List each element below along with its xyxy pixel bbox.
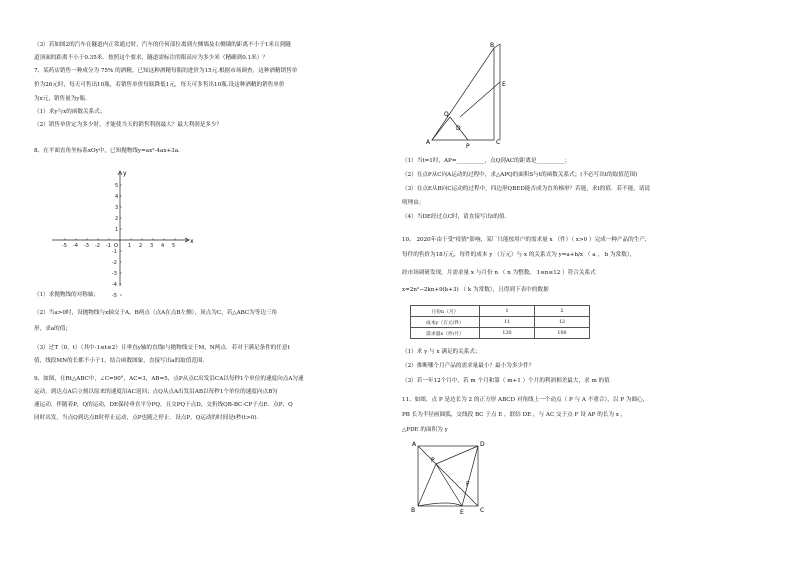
point-c-label: C <box>480 507 485 514</box>
table-cell: 11 <box>480 317 535 328</box>
text-line: 明理由； <box>402 200 425 206</box>
x-tick-label: 1 <box>128 243 132 249</box>
x-tick-label: -2 <box>95 243 100 249</box>
point-f-label: F <box>466 481 470 488</box>
text-line: （3）若如图2的汽车在隧道内正常通过时，汽车的任何部位离到左侧墙及右侧墙的距离不小于1米且到隧 <box>34 42 291 48</box>
point-d-label: D <box>456 125 461 132</box>
y-axis-label: y <box>123 170 127 177</box>
x-tick-label: -4 <box>73 243 78 249</box>
y-tick-label: -2 <box>112 260 117 266</box>
text-line: 每件的售价为18万元，每件的成本 y （万元）与 x 的关系式为 y=a+b/x （ a ， b 为常数）， <box>402 252 636 258</box>
x-tick-label: 2 <box>139 243 143 249</box>
y-tick-label: -4 <box>112 282 117 288</box>
text-line: △PDE 的面积为 y <box>402 427 448 433</box>
point-p-label: P <box>466 143 470 150</box>
table-cell: 月份n（月） <box>411 306 480 317</box>
point-c-label: C <box>496 139 501 146</box>
text-line: （1）求y与x的函数关系式； <box>34 109 106 115</box>
y-tick-label: 4 <box>115 194 119 200</box>
table-row <box>411 317 590 328</box>
table-cell: 2 <box>535 306 590 317</box>
x-tick-label: -3 <box>84 243 89 249</box>
text-line: （4）当DE经过点C时，请直接写出t的值． <box>402 214 511 220</box>
text-line: 同时出发，当点Q到达点B时停止运动，点P也随之停止．设点P，Q运动的时间是t秒(t>0). <box>34 415 259 421</box>
point-p-label: P <box>431 457 435 464</box>
point-a-label: A <box>426 139 431 146</box>
triangle-abc <box>432 48 494 140</box>
text-line: 为x元，销售量为y瓶. <box>34 96 87 102</box>
text-line: （1）求抛物线的对称轴； <box>34 292 100 298</box>
y-tick-label: 3 <box>115 205 119 211</box>
text-line: 11、如图，点 P 是边长为 2 的正方形 ABCD 对角线上一个动点（ P 与 A 不重合），以 P 为圆心， <box>402 397 649 403</box>
text-line: （3）若一年12个月中，若 m 个月和第（ m+1 ）个月的利润相差最大，求 m 的值 <box>402 378 610 384</box>
x-tick-label: 5 <box>172 243 176 249</box>
text-line: （2）在点P从C向A运动的过程中，求△APQ的面积S与t的函数关系式；(不必写出t的取值范围) <box>402 172 638 178</box>
y-tick-label: -3 <box>112 271 117 277</box>
text-line: 价为26元时，每天可售出10瓶，若销售单价每瓶降低1元，每天可多售出10瓶.设这种酒精的销售单价 <box>34 82 285 88</box>
x-tick-label: -5 <box>62 243 67 249</box>
text-line: 经市场调研发现，月需求量 x 与月份 n （ n 为整数， 1≤n≤12 ）符合关系式 <box>402 270 596 276</box>
text-line: 8、在平面直角坐标系xOy中，已知抛物线y=ax²-4ax+3a. <box>34 148 180 154</box>
table-header-row <box>411 306 590 317</box>
text-line: （2）推断哪个月产品的需求量最小？最小为多少件？ <box>402 363 535 369</box>
text-line: 9、如图，在Rt△ABC中，∠C=90°，AC=3，AB=5，点P从点C出发沿CA以每秒1个单位的速度向点A匀速 <box>34 376 304 382</box>
x-tick-label: -1 <box>106 243 111 249</box>
y-tick-label: 5 <box>115 183 119 189</box>
table-cell: 100 <box>535 328 590 339</box>
y-tick-label: -5 <box>112 293 117 299</box>
point-e-label: E <box>502 81 506 88</box>
text-line: （1）求 y 与 x 满足的关系式； <box>402 349 481 355</box>
text-line: x=2n²−2kn+9(k+3) （ k 为常数），且得到下表中的数据 <box>402 287 549 293</box>
table-cell: 12 <box>535 317 590 328</box>
table-cell: 成本y（万元/件） <box>411 317 480 328</box>
x-tick-label: 4 <box>161 243 165 249</box>
text-line: PB 长为半径画圆弧，交线段 BC 于点 E ，联结 DE ，与 AC 交于点 F 设 AP 的长为 x ， <box>402 412 627 418</box>
point-q-label: Q <box>444 111 449 118</box>
x-tick-label: 3 <box>150 243 154 249</box>
text-line: （2）销售单价定为多少时，才能使当天的销售利润最大？最大利润是多少？ <box>34 122 223 128</box>
table-cell: 1 <box>480 306 535 317</box>
square-figure <box>410 440 490 516</box>
text-line: （3）过T（0，t）（其中-1≤t≤2）且垂直y轴的直线l与抛物线交于M，N两点．若对于满足条件的任意t <box>34 345 290 351</box>
text-line: （2）当a>0时，设抛物线与x轴交于A，B两点（点A在点B左侧），顶点为C，若△ABC为等边三角 <box>34 310 278 316</box>
text-line: 运动，到达点A后立刻以原来的速度沿AC返回；点Q从点A出发沿AB以每秒1个单位的速度向点B匀 <box>34 389 278 395</box>
y-tick-label: 1 <box>115 227 119 233</box>
table-cell: 120 <box>480 328 535 339</box>
text-line: 道顶面的距离不小于0.35米．按照这个要求，隧道需标注的限高应为多少米（精确到0.1米）？ <box>34 55 268 61</box>
text-line: 7、某药店销售一种成分为 75% 的酒精，已知这种酒精每瓶的进价为15元.根据市场调查，这种酒精销售单 <box>34 68 298 74</box>
point-a-label: A <box>412 441 417 448</box>
point-d-label: D <box>480 441 485 448</box>
table-cell: 需求量x（件/月） <box>411 328 480 339</box>
text-line: 形，求a的值； <box>34 326 71 332</box>
text-line: 速运动．伴随着P，Q的运动，DE保持垂直平分PQ，且交PQ于点D，交折线QB-BC-CP于点E．点P，Q <box>34 402 293 408</box>
point-b-label: B <box>490 42 495 49</box>
text-line: 值，线段MN的长都不小于1，结合函数图象，直接写出a的取值范围. <box>34 358 205 364</box>
y-tick-label: -1 <box>112 249 117 255</box>
table-row <box>411 328 590 339</box>
origin-label: O <box>114 243 118 249</box>
text-line: （1）当t=1时，AP=__________，点Q到AC的距离是__________； <box>402 158 571 164</box>
x-axis-label: x <box>190 238 194 245</box>
point-e-label: E <box>460 509 464 516</box>
text-line: 10、 2020年由于受"疫情"影响，某厂只能按用户的需求量 x （件）（ x>0 ）完成一种产品的生产， <box>402 237 651 243</box>
y-tick-label: 2 <box>115 216 119 222</box>
point-b-label: B <box>411 507 416 514</box>
data-table <box>410 305 590 339</box>
text-line: （3）在点E从B向C运动的过程中，四边形QBED能否成为直角梯形？若能，求t的值．若不能，请说 <box>402 186 651 192</box>
triangle-figure <box>420 40 520 150</box>
